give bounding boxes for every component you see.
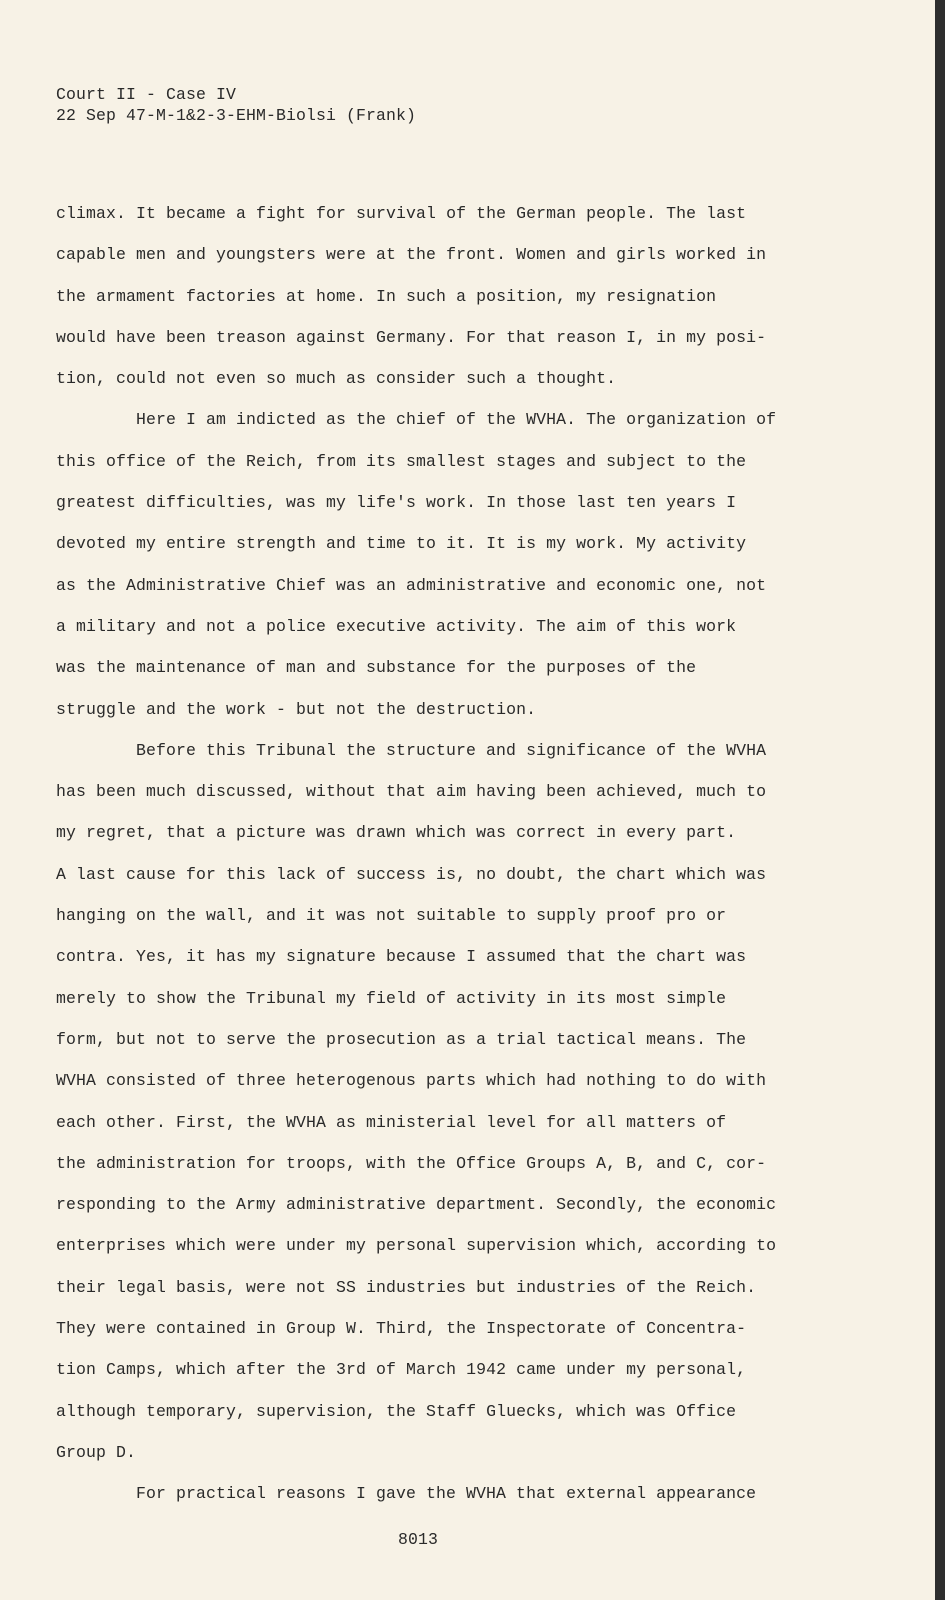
- text-line: their legal basis, were not SS industries but industries of the Reich.: [56, 1277, 757, 1297]
- page-number: 8013: [398, 1530, 439, 1549]
- text-line: the armament factories at home. In such a position, my resignation: [56, 286, 717, 306]
- text-line: They were contained in Group W. Third, the Inspectorate of Concentra-: [56, 1319, 747, 1339]
- text-line: each other. First, the WVHA as ministerial level for all matters of: [56, 1112, 727, 1132]
- text-line: enterprises which were under my personal supervision which, according to: [56, 1236, 777, 1256]
- session-reference-line: 22 Sep 47-M-1&2-3-EHM-Biolsi (Frank): [56, 106, 417, 125]
- text-line: although temporary, supervision, the Staff Gluecks, which was Office: [56, 1401, 737, 1421]
- text-line: this office of the Reich, from its smallest stages and subject to the: [56, 451, 747, 471]
- text-line: my regret, that a picture was drawn which was correct in every part.: [56, 823, 737, 843]
- text-line: Before this Tribunal the structure and significance of the WVHA: [136, 740, 767, 760]
- text-line: has been much discussed, without that aim having been achieved, much to: [56, 782, 767, 802]
- text-line: greatest difficulties, was my life's work. In those last ten years I: [56, 493, 737, 513]
- text-line: Here I am indicted as the chief of the WVHA. The organization of: [136, 410, 777, 430]
- text-line: devoted my entire strength and time to it. It is my work. My activity: [56, 534, 747, 554]
- text-line: climax. It became a fight for survival of the German people. The last: [56, 204, 747, 223]
- text-line: responding to the Army administrative department. Secondly, the economic: [56, 1195, 777, 1215]
- text-line: form, but not to serve the prosecution as a trial tactical means. The: [56, 1029, 747, 1049]
- text-line: For practical reasons I gave the WVHA that external appearance: [136, 1484, 757, 1504]
- text-line: struggle and the work - but not the destruction.: [56, 699, 537, 719]
- text-line: WVHA consisted of three heterogenous parts which had nothing to do with: [56, 1071, 767, 1091]
- text-line: as the Administrative Chief was an administrative and economic one, not: [56, 575, 767, 595]
- text-line: a military and not a police executive activity. The aim of this work: [56, 616, 737, 636]
- text-line: A last cause for this lack of success is, no doubt, the chart which was: [56, 864, 767, 884]
- text-line: would have been treason against Germany. For that reason I, in my posi-: [56, 327, 767, 347]
- scan-edge: [935, 0, 945, 1600]
- text-line: contra. Yes, it has my signature because I assumed that the chart was: [56, 947, 747, 967]
- transcript-body: [56, 202, 846, 1524]
- text-line: Group D.: [56, 1442, 137, 1462]
- text-line: merely to show the Tribunal my field of activity in its most simple: [56, 988, 727, 1008]
- text-line: tion, could not even so much as consider such a thought.: [56, 369, 617, 389]
- court-case-line: Court II - Case IV: [56, 85, 237, 104]
- text-line: the administration for troops, with the Office Groups A, B, and C, cor-: [56, 1153, 767, 1173]
- text-line: tion Camps, which after the 3rd of March 1942 came under my personal,: [56, 1360, 747, 1380]
- text-line: capable men and youngsters were at the front. Women and girls worked in: [56, 245, 767, 265]
- text-line: hanging on the wall, and it was not suitable to supply proof pro or: [56, 906, 727, 926]
- text-line: was the maintenance of man and substance for the purposes of the: [56, 658, 697, 678]
- document-header: [56, 84, 416, 126]
